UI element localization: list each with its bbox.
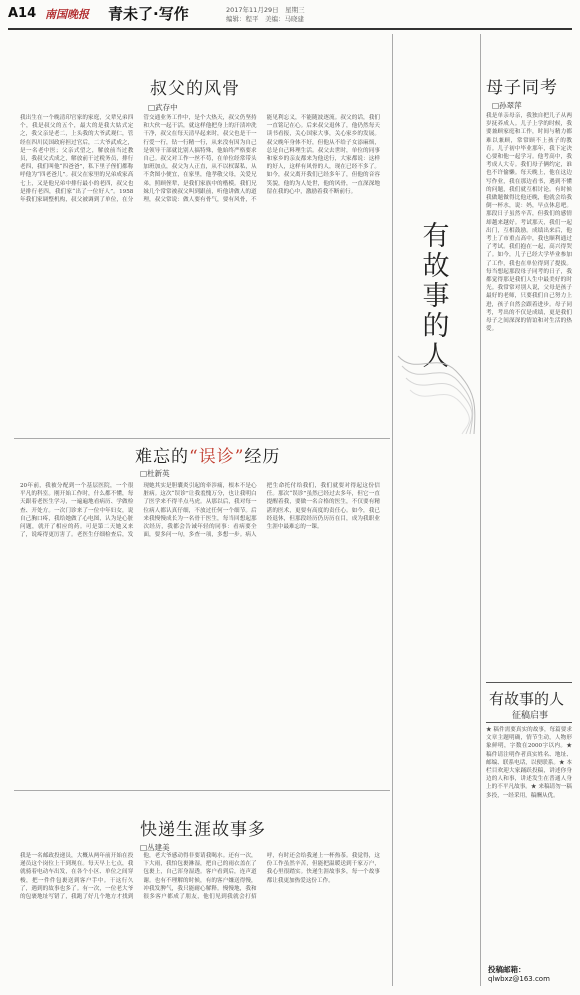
article-title: 叔父的风骨 <box>150 79 240 99</box>
author-name: 武存中 <box>155 103 178 112</box>
article-byline: □武存中 <box>148 103 178 112</box>
article-body: 20年前，我被分配到一个基层医院，一个很平凡的科室。刚开始工作时，什么都不懂，每天跟着老医生学习，一遍遍地看病历、学做检查、开处方。一次门诊来了一位中年妇女，说自己胸口疼，我给她做了心电图，认为是心脏问题，就开了相应的药。可是第二天她又来了，说疼得更厉害了。老医生仔细检查后，发现她其实是胆囊炎引起的牵涉痛，根本不是心脏病。这次“误诊”让我羞愧万分，也让我明白了医学来不得半点马虎。从那以后，我对每一位病人都认真仔细，不放过任何一个细节。后来我慢慢成长为一名骨干医生，每当回想起那次经历，我都会告诫年轻的同事：看病要全面，要多问一句，多查一项，多想一步。病人把生命托付给我们，我们就要对得起这份信任。那次“误诊”虽然已经过去多年，但它一直提醒着我，要做一名合格的医生，不仅要有精湛的医术，更要有高度的责任心。如今，我已经退休，但那段经历仍历历在目，成为我职业生涯中最难忘的一课。 <box>20 483 380 539</box>
page-number: A14 <box>8 6 37 21</box>
article-byline: □孙翠萍 <box>492 101 522 110</box>
author-name: 丛建美 <box>147 843 170 852</box>
column-divider <box>480 34 481 986</box>
decorative-wave-graphic <box>396 346 478 438</box>
notice-body: ★ 稿件需要真实的故事，每篇要求文章主题明确，情节生动，人物形象鲜明，字数在2000字以内。★ 稿件请注明作者真实姓名、地址、邮编、联系电话，以便联系。★ 本栏目欢迎大家踊跃投稿，讲述你身边的人和事，讲述发生在普通人身上的不平凡故事。★ 来稿请勿一稿多投，一经采用，稿酬从优。 <box>486 727 572 799</box>
article-body: 我是一名邮政投递员，大概从两年前开始在投递员这个岗位上干到现在。每天早上七点，我就骑着电动车出发，在各个小区、单位之间穿梭，把一件件包裹送到客户手中。干这行久了，遇到的故事也多了。有一次，一位老大爷的包裹地址写错了，我跑了好几个地方才找到他，老大爷感动得非要请我喝水。还有一次，下大雨，我怕包裹淋湿，把自己的雨衣盖在了包裹上，自己浑身湿透。客户看到后，连声道谢。也有不理解的时候，有的客户嫌送得慢，冲我发脾气，我只能耐心解释。慢慢地，我和很多客户都成了朋友，他们见到我就会打招呼，有时还会给我递上一杯热茶。我觉得，这份工作虽然辛苦，但能把温暖送到千家万户，我心里很踏实。快递生涯故事多，每一个故事都让我更加热爱这份工作。 <box>20 853 380 901</box>
article-title: 难忘的“误诊”经历 <box>135 447 281 467</box>
column-divider <box>392 34 393 986</box>
header-meta <box>226 6 386 24</box>
newspaper-logo: 南国晚报 <box>45 8 89 21</box>
article-byline: □丛建美 <box>140 843 170 852</box>
article-byline: □杜新英 <box>140 469 170 478</box>
feature-title: 有故事的人 <box>422 221 450 372</box>
section-divider <box>14 438 390 439</box>
article-title: 快递生涯故事多 <box>140 820 266 840</box>
notice-footer <box>488 964 574 983</box>
article-title: 母子同考 <box>486 78 558 98</box>
author-name: 杜新英 <box>147 469 170 478</box>
author-name: 孙翠萍 <box>499 101 522 110</box>
column-title: 青未了·写作 <box>108 5 189 23</box>
article-body: 我是单亲母亲，我独自把儿子从两岁抚养成人。儿子上学的时候，我要兼顾家庭和工作，时间与精力都难以兼顾，常常顾不上孩子的教育。儿子初中毕业那年，我下定决心要和他一起学习。他考高中，我考成人大专。我们母子俩约定，谁也不许偷懒。每天晚上，他在这边写作业，我在那边看书，遇到不懂的问题，我们就互相讨论。有时候我做题做得比他还晚，他就会给我倒一杯水，说：妈，早点休息吧。那段日子虽然辛苦，但我们的感情却越来越好。考试那天，我们一起出门，互相鼓励。成绩出来后，他考上了市重点高中，我也顺利通过了考试。我们抱在一起，高兴得哭了。如今，儿子已经大学毕业参加了工作，我也在单位得到了提拔。每当想起那段母子同考的日子，我都觉得那是我们人生中最美好的时光。我常常对别人说，父母是孩子最好的老师，只要我们自己努力上进，孩子自然会跟着进步。母子同考，考出的不仅是成绩，更是我们母子之间深深的情谊和对生活的热爱。 <box>486 113 572 333</box>
header-rule <box>8 28 572 30</box>
notice-title: 有故事的人 <box>489 690 565 708</box>
notice-rule <box>486 682 572 683</box>
email-label: 投稿邮箱： <box>488 965 526 974</box>
notice-subtitle: 征稿启事 <box>512 711 549 721</box>
date-line: 2017年11月29日 星期三 <box>226 6 305 14</box>
contact-email[interactable]: qlwbxz@163.com <box>488 975 550 983</box>
section-divider <box>14 790 390 791</box>
notice-rule <box>486 722 572 723</box>
article-body: 我出生在一个晚清印官家的家庭，父辈兄弟四个，我是叔父的五个，最大的是我大姑式定之，我父亲是老二，上头我的大爷武观仁，管经在四川民国政府担过官后，二大爷武成之，是一名老中医；父亲式望之，解放前当过教员，我叔父式成之，解放前干过税务员，排行老四，我们叫他“四爸爸”，私下里子侄们都称呼他为“四老爸儿”。叔父在家里的兄弟成家高七上，又是他兄弟中排行最小的老四，叔父也是排行老四，我们家“出了一位好人”。1958年我们家调整机构，叔父被调到了单位，在分管交通业务工作中，是个大热天，叔父仍坚持和大伙一起干活，就这样他把身上的汗渍冲洗干净，叔父在每天清早起来时，叔父也是干一行爱一行，钻一行精一行，从来没有因为自己是领导干部就比别人搞特殊，他始终严格要求自己。叔父对工作一丝不苟，在单位经常带头加班加点，叔父为人正直，从不以权谋私，从不贪图小便宜，在家里，他孝敬父母，关爱兄弟，照顾侄辈，是我们家族中的楷模。我们兄妹几个常常被叔父叫到跟前，听他讲做人的道理，叔父常说：做人要有骨气，要有风骨，不能见利忘义，不能随波逐流。叔父的话，我们一直铭记在心。后来叔父退休了，他仍然每天读书看报，关心国家大事，关心家乡的发展。叔父晚年身体不好，但他从不给子女添麻烦，总是自己料理生活。叔父去世时，单位的同事和家乡的亲友都来为他送行，大家都说：这样的好人，这样有风骨的人，现在已经不多了。如今，叔父离开我们已经多年了，但他的音容笑貌，他的为人处世，他的风骨，一直深深地留在我的心中，激励着我不断前行。 <box>20 115 380 204</box>
staff-line: 编辑：程平 美编：马晓建 <box>226 15 304 23</box>
